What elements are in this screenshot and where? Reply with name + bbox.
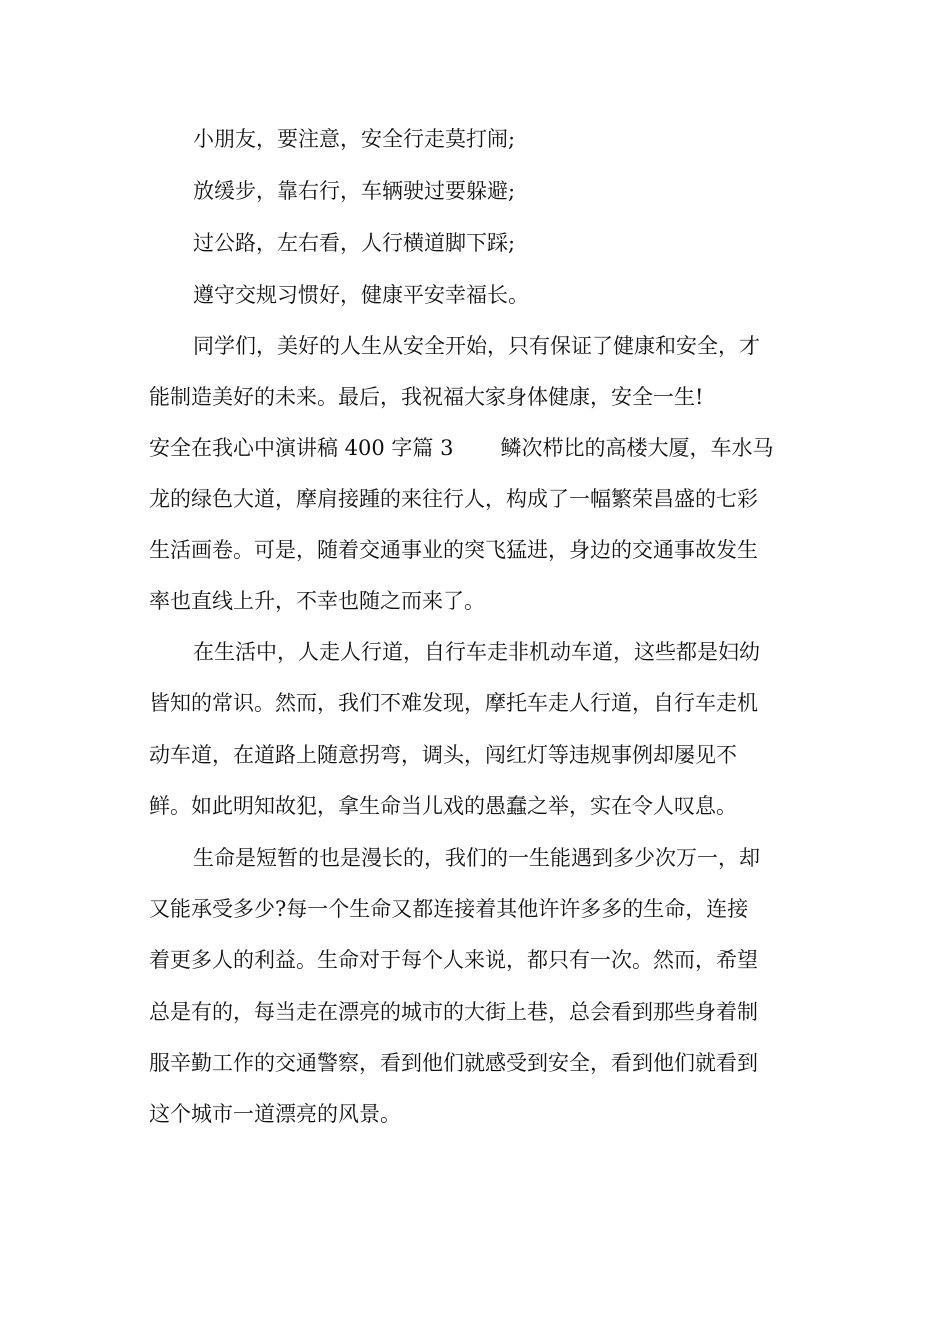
- paragraph-2-line-3: 动车道，在道路上随意拐弯，调头，闯红灯等违规事例却屡见不: [149, 743, 737, 767]
- paragraph-3-line-6: 这个城市一道漂亮的风景。: [149, 1102, 401, 1126]
- paragraph-2-line-1: 在生活中，人走人行道，自行车走非机动车道，这些都是妇幼: [193, 640, 760, 664]
- poem-line-4: 遵守交规习惯好，健康平安幸福长。: [193, 283, 529, 307]
- poem-line-3: 过公路，左右看，人行横道脚下踩;: [193, 231, 516, 255]
- section-heading-row: [149, 435, 773, 461]
- section-title: 安全在我心中演讲稿 400 字篇 3: [149, 436, 454, 460]
- paragraph-1-line-1: 鳞次栉比的高楼大厦，车水马: [500, 436, 774, 460]
- paragraph-1-line-4: 率也直线上升，不幸也随之而来了。: [149, 589, 485, 613]
- paragraph-3-line-1: 生命是短暂的也是漫长的，我们的一生能遇到多少次万一，却: [193, 846, 760, 870]
- poem-line-2: 放缓步，靠右行，车辆驶过要躲避;: [193, 179, 516, 203]
- paragraph-1-line-2: 龙的绿色大道，摩肩接踵的来往行人，构成了一幅繁荣昌盛的七彩: [149, 487, 758, 511]
- paragraph-1-line-3: 生活画卷。可是，随着交通事业的突飞猛进，身边的交通事故发生: [149, 538, 758, 562]
- closing-line-2: 能制造美好的未来。最后，我祝福大家身体健康，安全一生!: [149, 385, 704, 409]
- paragraph-3-line-5: 服辛勤工作的交通警察，看到他们就感受到安全，看到他们就看到: [149, 1051, 758, 1075]
- paragraph-2-line-4: 鲜。如此明知故犯，拿生命当儿戏的愚蠢之举，实在令人叹息。: [149, 794, 737, 818]
- paragraph-3-line-4: 总是有的，每当走在漂亮的城市的大街上巷，总会看到那些身着制: [149, 1000, 758, 1024]
- paragraph-3-line-3: 着更多人的利益。生命对于每个人来说，都只有一次。然而，希望: [149, 948, 758, 972]
- closing-line-1: 同学们，美好的人生从安全开始，只有保证了健康和安全，才: [193, 334, 760, 358]
- paragraph-3-line-2: 又能承受多少?每一个生命又都连接着其他许许多多的生命，连接: [149, 897, 749, 921]
- paragraph-2-line-2: 皆知的常识。然而，我们不难发现，摩托车走人行道，自行车走机: [149, 691, 758, 715]
- poem-line-1: 小朋友，要注意，安全行走莫打闹;: [193, 127, 516, 151]
